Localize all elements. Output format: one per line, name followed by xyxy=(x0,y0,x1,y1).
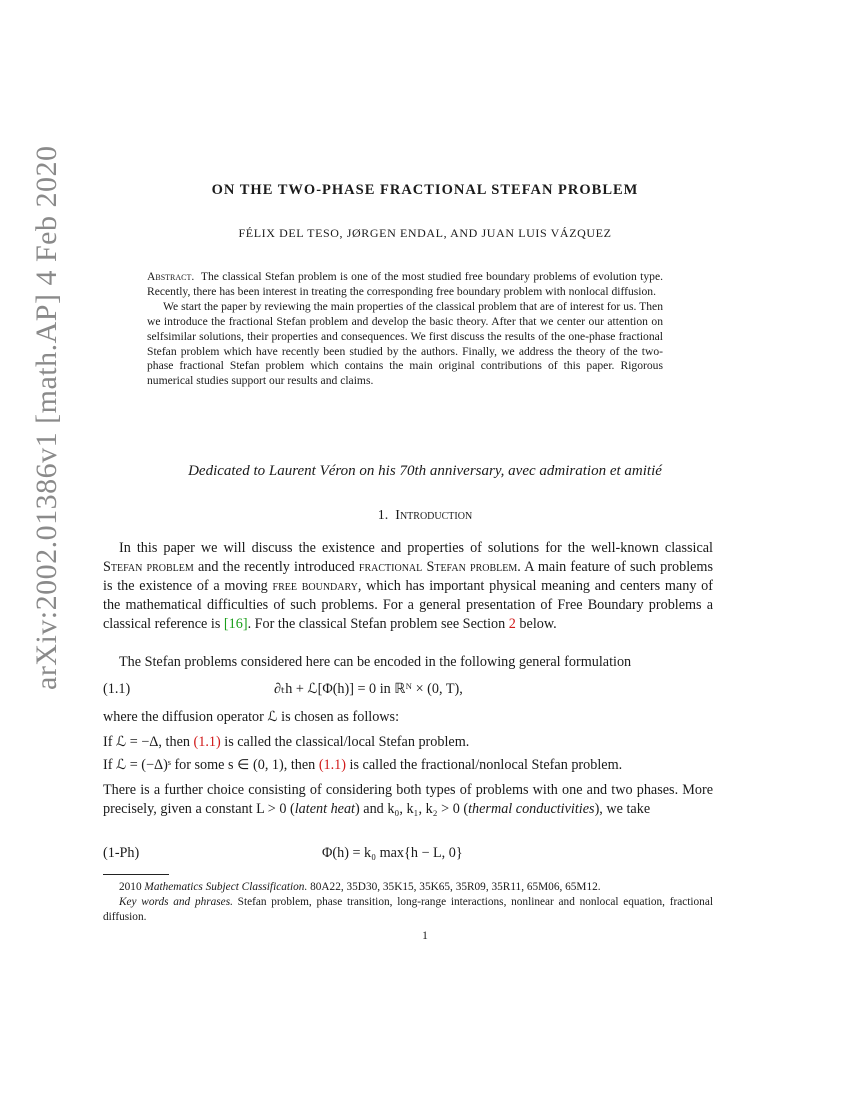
equation-1-ph xyxy=(103,845,713,865)
abstract-label: Abstract. xyxy=(147,270,195,283)
text-run: and the recently introduced xyxy=(193,559,359,575)
equation-body: ∂ₜh + ℒ[Φ(h)] = 0 in ℝᴺ × (0, T), xyxy=(274,681,463,697)
keywords-label: Key words and phrases. xyxy=(119,896,233,908)
term-fractional-stefan-problem: fractional Stefan problem xyxy=(358,559,518,575)
text-run: , which has important physical meaning and centers many of the mathematical difficulties of such problems. For a general presentation of Free Boundary problems a classical reference is xyxy=(103,578,713,632)
intro-paragraph-3 xyxy=(103,708,713,727)
citation-link-16[interactable]: [16] xyxy=(223,616,248,632)
text-run: If ℒ = −Δ, then xyxy=(103,734,194,750)
keywords-text: Stefan problem, phase transition, long-range interactions, nonlinear and nonlocal equation, fractional diffusion. xyxy=(103,896,713,923)
footnote-rule xyxy=(103,874,169,875)
page-number: 1 xyxy=(422,930,428,942)
text-run: below. xyxy=(515,616,557,632)
text-run: ) and k₀, k₁, k₂ > 0 ( xyxy=(355,801,469,817)
intro-paragraph-5 xyxy=(103,756,713,775)
section-number: 1. xyxy=(377,508,389,523)
term-stefan-problem: Stefan problem xyxy=(103,559,194,575)
equation-link-1-1[interactable]: (1.1) xyxy=(193,734,221,750)
paper-authors: FÉLIX DEL TESO, JØRGEN ENDAL, AND JUAN LUIS VÁZQUEZ xyxy=(238,226,612,240)
section-title: Introduction xyxy=(395,508,473,523)
equation-body: Φ(h) = k₀ max{h − L, 0} xyxy=(322,845,463,861)
footnote-msc xyxy=(103,880,713,895)
term-latent-heat: latent heat xyxy=(294,801,356,817)
abstract-para-1 xyxy=(147,270,663,300)
arxiv-stamp: arXiv:2002.01386v1 [math.AP] 4 Feb 2020 xyxy=(30,145,63,690)
footnote-keywords xyxy=(103,895,713,925)
equation-1-1 xyxy=(103,681,713,701)
text-run: 2010 xyxy=(119,881,145,893)
section-link-2[interactable]: 2 xyxy=(508,616,516,632)
term-thermal-conductivities: thermal conductivities xyxy=(468,801,595,817)
text-run: is called the classical/local Stefan problem. xyxy=(220,734,470,750)
dedication: Dedicated to Laurent Véron on his 70th anniversary, avec admiration et amitié xyxy=(188,463,662,479)
text-run: is called the fractional/nonlocal Stefan problem. xyxy=(346,757,623,773)
abstract-text-1: The classical Stefan problem is one of the most studied free boundary problems of evolution type. Recently, there has been interest in treating the corresponding free boundary problem with nonlocal diffusion. xyxy=(147,270,663,298)
intro-paragraph-6 xyxy=(103,781,713,819)
abstract xyxy=(147,270,663,389)
abstract-para-2: We start the paper by reviewing the main properties of the classical problem that are of interest for us. Then we introduce the fractional Stefan problem and develop the basic theory. After that we center our attention on selfsimilar solutions, their properties and consequences. We first discuss the results of the one-phase fractional Stefan problem which have recently been studied by the authors. Finally, we address the theory of the two-phase fractional Stefan problem which contains the main original contributions of this paper. Rigorous numerical studies support our results and claims. xyxy=(147,299,663,388)
text-run: If ℒ = (−Δ)ˢ for some s ∈ (0, 1), then xyxy=(103,757,319,773)
term-free-boundary: free boundary xyxy=(272,578,358,594)
intro-paragraph-2 xyxy=(103,653,713,672)
msc-label: Mathematics Subject Classification. xyxy=(144,881,308,893)
msc-codes: 80A22, 35D30, 35K15, 35K65, 35R09, 35R11, 65M06, 65M12. xyxy=(307,881,601,893)
paragraph-text: The Stefan problems considered here can be encoded in the following general formulation xyxy=(119,654,632,670)
text-run: . A main feature of such problems is the existence of a moving xyxy=(103,559,713,594)
section-heading xyxy=(0,508,850,524)
equation-label: (1-Ph) xyxy=(103,845,140,861)
text-run: ), we take xyxy=(594,801,651,817)
text-run: . For the classical Stefan problem see Section xyxy=(247,616,509,632)
text-run: In this paper we will discuss the existence and properties of solutions for the well-known classical xyxy=(119,540,713,556)
equation-link-1-1[interactable]: (1.1) xyxy=(318,757,346,773)
intro-paragraph-4 xyxy=(103,733,713,752)
paragraph-text: where the diffusion operator ℒ is chosen as follows: xyxy=(103,709,400,725)
intro-paragraph-1 xyxy=(103,539,713,634)
footnote xyxy=(103,880,713,925)
equation-label: (1.1) xyxy=(103,681,131,697)
paper-title: ON THE TWO-PHASE FRACTIONAL STEFAN PROBLEM xyxy=(211,182,639,198)
text-run: There is a further choice consisting of considering both types of problems with one and two phases. More precisely, given a constant L > 0 ( xyxy=(103,782,713,817)
